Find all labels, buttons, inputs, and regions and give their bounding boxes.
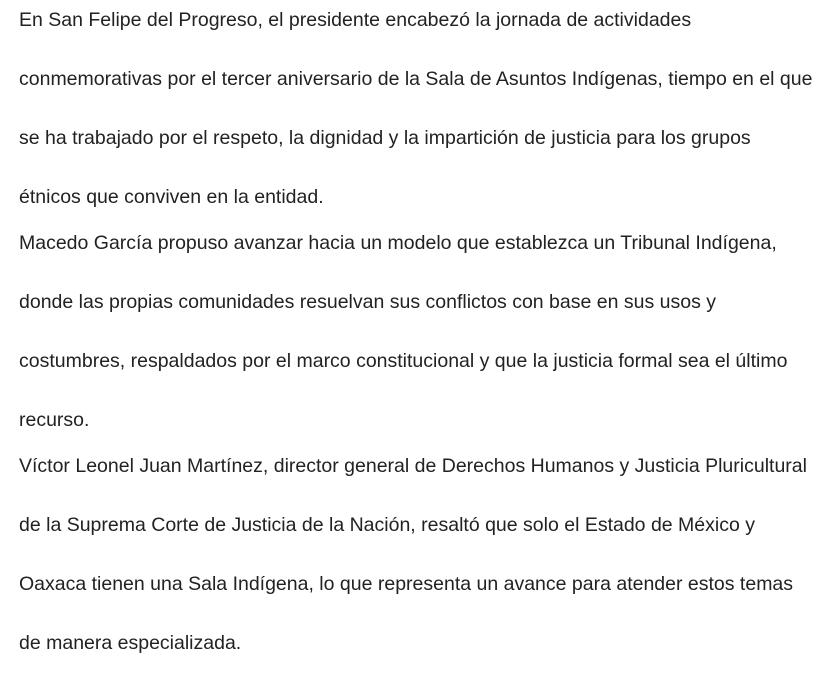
paragraph-suprema-corte: Víctor Leonel Juan Martínez, director general de Derechos Humanos y Justicia Pluricultural de la Suprema Corte de Justicia de la Nación, resaltó que solo el Estado de México y Oaxaca tienen una Sala Indígena, lo que representa un avance para atender estos temas de manera especializada. [19, 455, 807, 654]
paragraph-tribunal-indigena: Macedo García propuso avanzar hacia un modelo que establezca un Tribunal Indígena, donde las propias comunidades resuelvan sus conflictos con base en sus usos y costumbres, respaldados por el marco constitucional y que la justicia formal sea el último recurso. [19, 232, 788, 431]
paragraph-sala-asuntos-indigenas: En San Felipe del Progreso, el presidente encabezó la jornada de actividades conmemorativas por el tercer aniversario de la Sala de Asuntos Indígenas, tiempo en el que se ha trabajado por el respeto, la dignidad y la impartición de justicia para los grupos étnicos que conviven en la entidad. [19, 9, 813, 208]
